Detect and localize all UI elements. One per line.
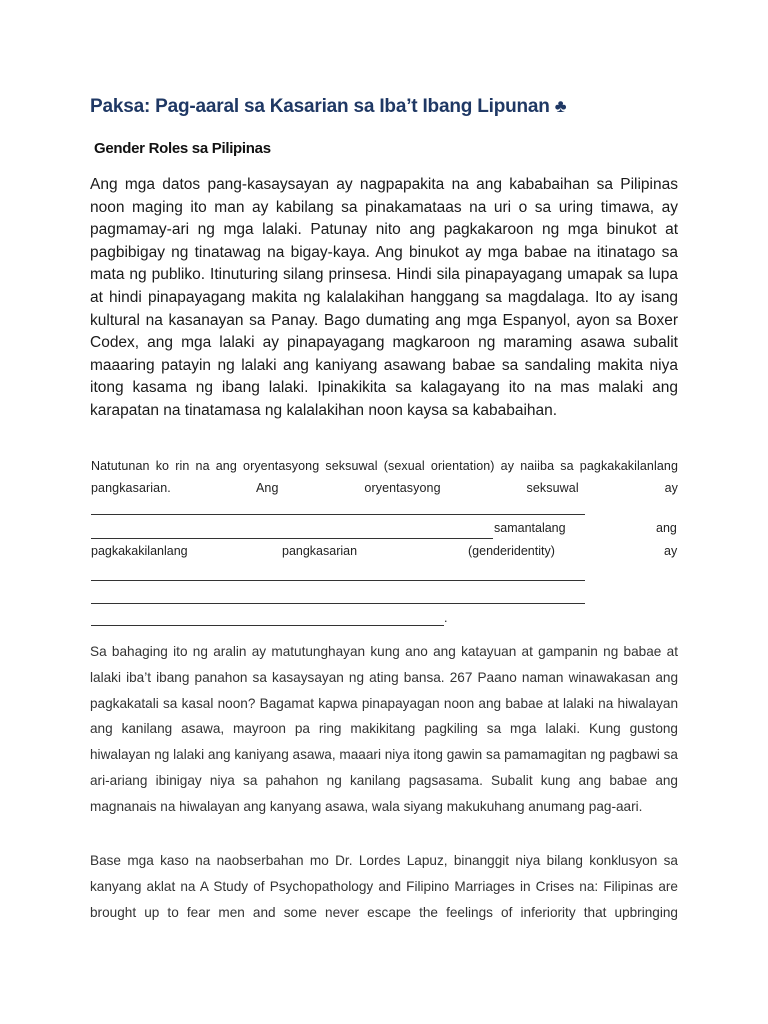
section-heading: Gender Roles sa Pilipinas: [94, 140, 271, 157]
ang-label: ang: [656, 521, 677, 535]
identity-word: pagkakakilanlang: [91, 544, 188, 558]
identity-word: ay: [664, 544, 678, 558]
blank-answer-line[interactable]: [91, 603, 585, 604]
end-period: .: [444, 611, 448, 625]
club-icon: ♣: [554, 96, 567, 116]
activity-intro: Natutunan ko rin na ang oryentasyong seksuwal (sexual orientation) ay naiiba sa pagkakakilanlang pangkasarian. Ang oryentasyong seksuwal ay: [91, 459, 678, 495]
identity-word: pangkasarian: [282, 544, 358, 558]
blank-answer-line[interactable]: [91, 580, 585, 581]
blank-answer-line[interactable]: [91, 538, 493, 539]
blank-answer-line[interactable]: [91, 514, 585, 515]
blank-answer-line[interactable]: [91, 625, 444, 626]
identity-word: (genderidentity): [468, 544, 555, 558]
paragraph-lapuz: Base mga kaso na naobserbahan mo Dr. Lordes Lapuz, binanggit niya bilang konklusyon sa kanyang aklat na A Study of Psychopathology and Filipino Marriages in Crises na: Filipinas are brought up to fear men and some never escape the feelings of inferiority that upbringing: [90, 853, 678, 920]
page-title: [90, 96, 566, 118]
samantalang-label: samantalang: [494, 521, 566, 535]
paragraph-gender-roles: Ang mga datos pang-kasaysayan ay nagpapakita na ang kababaihan sa Pilipinas noon maging ito man ay kabilang sa pinakamataas na uri o sa uring timawa, ay pagmamay-ari ng mga lalaki. Patunay nito ang pagkakaroon ng mga binukot at pagbibigay ng tinatawag na bigay-kaya. Ang binukot ay mga babae na itinatago sa mata ng publiko. Itinuturing silang prinsesa. Hindi sila pinapayagang umapak sa lupa at hindi pinapayagang makita ng kalalakihan hanggang sa magdalaga. Ito ay isang kultural na kasanayan sa Panay. Bago dumating ang mga Espanyol, ayon sa Boxer Codex, ang mga lalaki ay pinapayagang magkaroon ng maraming asawa subalit maaaring patayin ng lalaki ang kaniyang asawang babae sa sandaling makita niya itong kasama ng ibang lalaki. Ipinakikita sa kalagayang ito na mas malaki ang karapatan na tinatamasa ng kalalakihan noon kaysa sa kababaihan.: [90, 176, 678, 419]
paragraph-history: Sa bahaging ito ng aralin ay matutunghayan kung ano ang katayuan at gampanin ng babae at lalaki iba’t ibang panahon sa kasaysayan ng ating bansa. 267 Paano naman winawakasan ang pagkakatali sa kasal noon? Bagamat kapwa pinapayagan noon ang babae at lalaki na hiwalayan ang kanilang asawa, mayroon pa ring makikitang pagkiling sa mga lalaki. Kung gustong hiwalayan ng lalaki ang kaniyang asawa, maaari niya itong gawin sa pamamagitan ng pagbawi sa ari-ariang ibinigay niya sa pahahon ng kanilang pagsasama. Subalit kung ang babae ang magnanais na hiwalayan ang kanyang asawa, wala siyang makukuhang anumang pag-aari.: [90, 644, 678, 814]
title-text: Paksa: Pag-aaral sa Kasarian sa Iba’t Ibang Lipunan: [90, 96, 550, 117]
